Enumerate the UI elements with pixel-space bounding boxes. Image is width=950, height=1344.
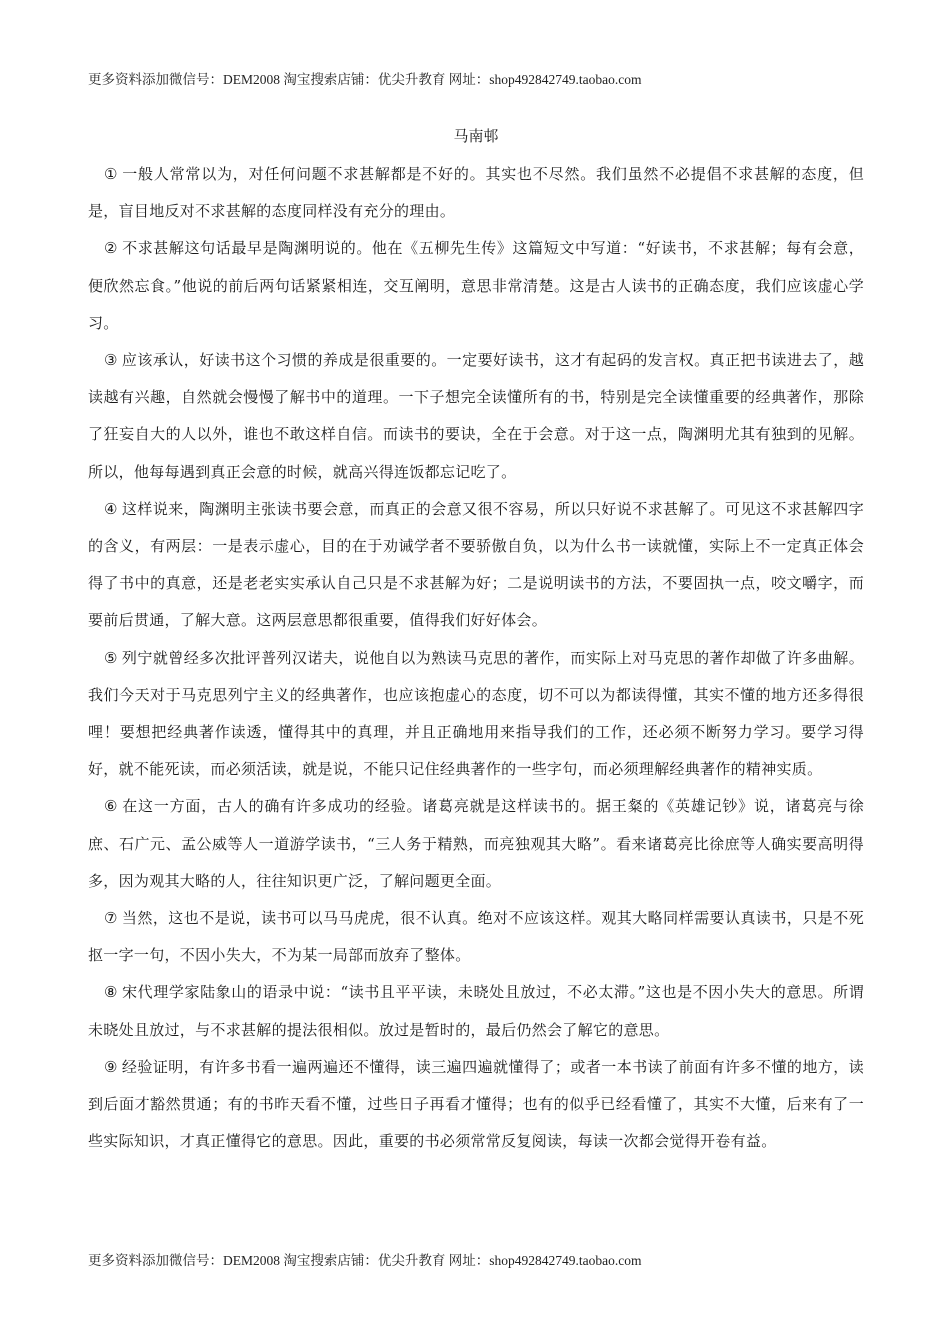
paragraph: [88, 156, 864, 230]
paragraph-text: 宋代理学家陆象山的语录中说：“读书且平平读，未晓处且放过，不必太滞。”这也是不因小失大的意思。所谓未晓处且放过，与不求甚解的提法很相似。放过是暂时的，最后仍然会了解它的意思。: [88, 983, 865, 1039]
paragraph-list: [88, 156, 864, 1160]
paragraph-number: ⑦: [104, 909, 118, 928]
paragraph-number: ③: [104, 351, 118, 370]
paragraph-number: ⑧: [104, 983, 119, 1002]
paragraph: [88, 491, 864, 640]
paragraph-number: ①: [104, 165, 119, 183]
paragraph: [88, 1049, 864, 1161]
paragraph-number: ⑨: [104, 1057, 118, 1076]
paragraph-number: ②: [104, 239, 119, 258]
paragraph-number: ④: [104, 499, 118, 518]
paragraph-text: 应该承认，好读书这个习惯的养成是很重要的。一定要好读书，这才有起码的发言权。真正把书读进去了，越读越有兴趣，自然就会慢慢了解书中的道理。一下子想完全读懂所有的书，特别是完全读懂重要的经典著作，那除了狂妄自大的人以外，谁也不敢这样自信。而读书的要诀，全在于会意。对于这一点，陶渊明尤其有独到的见解。所以，他每每遇到真正会意的时候，就高兴得连饭都忘记吃了。: [88, 351, 865, 481]
paragraph: [88, 974, 864, 1048]
paragraph-text: 列宁就曾经多次批评普列汉诺夫，说他自以为熟读马克思的著作，而实际上对马克思的著作却做了许多曲解。我们今天对于马克思列宁主义的经典著作，也应该抱虚心的态度，切不可以为都读得懂，其实不懂的地方还多得很哩！要想把经典著作读透，懂得其中的真理，并且正确地用来指导我们的工作，还必须不断努力学习。要学习得好，就不能死读，而必须活读，就是说，不能只记住经典著作的一些字句，而必须理解经典著作的精神实质。: [88, 648, 865, 779]
paragraph-text: 在这一方面，古人的确有许多成功的经验。诸葛亮就是这样读书的。据王粲的《英雄记钞》说，诸葛亮与徐庶、石广元、孟公威等人一道游学读书，“三人务于精熟，而亮独观其大略”。看来诸葛亮比徐庶等人确实要高明得多，因为观其大略的人，往往知识更广泛，了解问题更全面。: [88, 797, 865, 890]
paragraph: [88, 900, 864, 974]
paragraph-text: 经验证明，有许多书看一遍两遍还不懂得，读三遍四遍就懂得了；或者一本书读了前面有许多不懂的地方，读到后面才豁然贯通；有的书昨天看不懂，过些日子再看才懂得；也有的似乎已经看懂了，其实不大懂，后来有了一些实际知识，才真正懂得它的意思。因此，重要的书必须常常反复阅读，每读一次都会觉得开卷有益。: [88, 1057, 865, 1151]
author-name: 马南邨: [453, 127, 499, 145]
paragraph-number: ⑥: [104, 797, 119, 816]
article-body: [88, 124, 864, 1160]
paragraph-text: 不求甚解这句话最早是陶渊明说的。他在《五柳先生传》这篇短文中写道：“好读书，不求甚解；每有会意，便欣然忘食。”他说的前后两句话紧紧相连，交互阐明，意思非常清楚。这是古人读书的正确态度，我们应该虚心学习。: [88, 239, 865, 332]
paragraph-text: 当然，这也不是说，读书可以马马虎虎，很不认真。绝对不应该这样。观其大略同样需要认真读书，只是不死抠一字一句，不因小失大，不为某一局部而放弃了整体。: [88, 909, 865, 965]
page-footer-note: 更多资料添加微信号：DEM2008 淘宝搜索店铺：优尖升教育 网址：shop492842749.taobao.com: [88, 1253, 642, 1268]
paragraph-number: ⑤: [104, 648, 118, 667]
paragraph-text: 一般人常常以为，对任何问题不求甚解都是不好的。其实也不尽然。我们虽然不必提倡不求甚解的态度，但是，盲目地反对不求甚解的态度同样没有充分的理由。: [88, 165, 865, 221]
paragraph-text: 这样说来，陶渊明主张读书要会意，而真正的会意又很不容易，所以只好说不求甚解了。可见这不求甚解四字的含义，有两层：一是表示虚心，目的在于劝诫学者不要骄傲自负，以为什么书一读就懂，实际上不一定真正体会得了书中的真意，还是老老实实承认自己只是不求甚解为好；二是说明读书的方法，不要固执一点，咬文嚼字，而要前后贯通，了解大意。这两层意思都很重要，值得我们好好体会。: [88, 499, 865, 630]
paragraph: [88, 230, 864, 342]
page-header-note: 更多资料添加微信号：DEM2008 淘宝搜索店铺：优尖升教育 网址：shop492842749.taobao.com: [88, 72, 642, 87]
paragraph: [88, 342, 864, 491]
paragraph: [88, 788, 864, 900]
paragraph: [88, 640, 864, 789]
